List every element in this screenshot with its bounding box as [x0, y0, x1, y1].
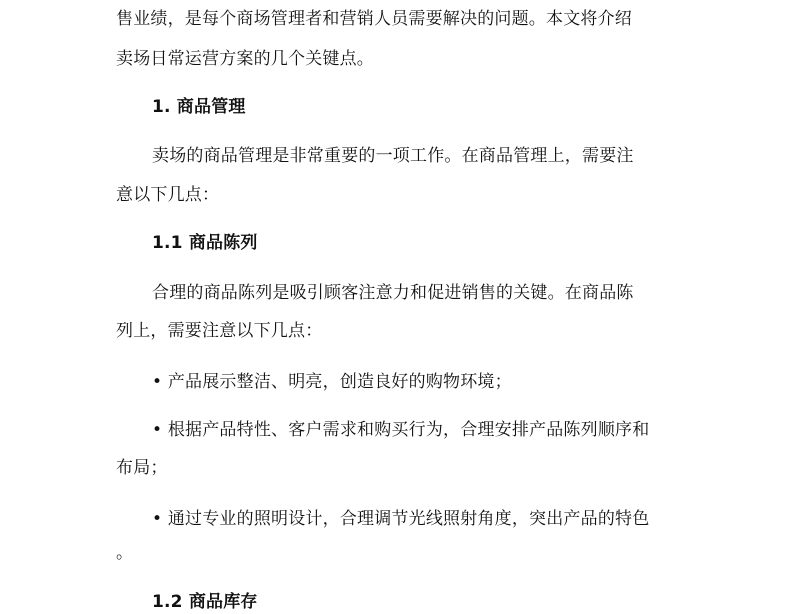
- section-1-paragraph-line-1: 卖场的商品管理是非常重要的一项工作。在商品管理上，需要注: [152, 146, 634, 166]
- bullet-item-3-line-2: 。: [116, 543, 134, 563]
- bullet-item-2-line-2: 布局；: [116, 458, 168, 478]
- section-1-2-heading: 1.2 商品库存: [152, 592, 258, 612]
- section-1-1-paragraph-line-1: 合理的商品陈列是吸引顾客注意力和促进销售的关键。在商品陈: [152, 283, 634, 303]
- section-1-1-heading: 1.1 商品陈列: [152, 233, 258, 253]
- bullet-item-3-line-1: • 通过专业的照明设计，合理调节光线照射角度，突出产品的特色: [152, 509, 650, 529]
- intro-paragraph-line-2: 卖场日常运营方案的几个关键点。: [116, 49, 374, 69]
- bullet-item-2-line-1: • 根据产品特性、客户需求和购买行为，合理安排产品陈列顺序和: [152, 420, 650, 440]
- section-1-1-paragraph-line-2: 列上，需要注意以下几点：: [116, 321, 323, 341]
- section-1-paragraph-line-2: 意以下几点：: [116, 185, 220, 205]
- section-1-heading: 1. 商品管理: [152, 97, 246, 117]
- bullet-item-1: • 产品展示整洁、明亮，创造良好的购物环境；: [152, 372, 512, 392]
- intro-paragraph-line-1: 售业绩，是每个商场管理者和营销人员需要解决的问题。本文将介绍: [116, 9, 632, 29]
